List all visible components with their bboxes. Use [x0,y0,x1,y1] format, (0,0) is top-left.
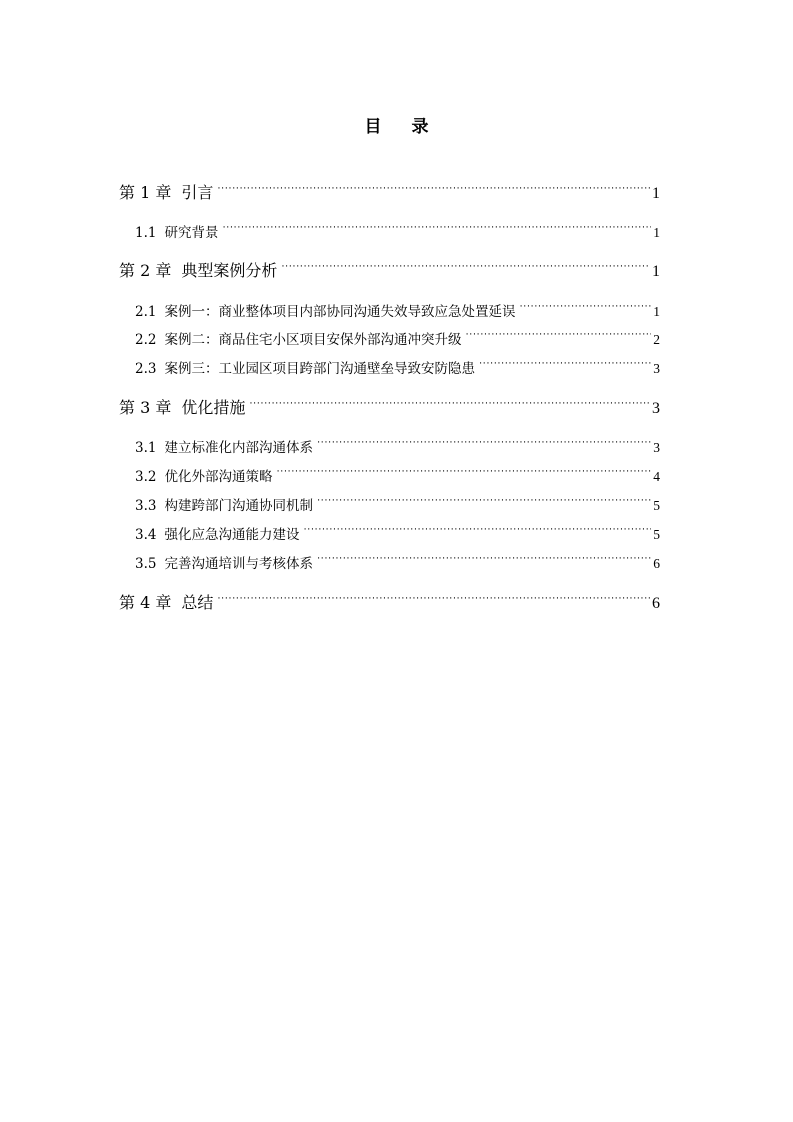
dot-leader [249,397,650,413]
dot-leader [317,555,651,569]
toc-entry-chapter-3[interactable] [119,395,660,418]
dot-leader [317,439,651,453]
entry-number: 3.2 [135,469,157,485]
page-number: 6 [653,556,660,571]
entry-number: 第 4 章 [119,593,172,612]
toc-entry-chapter-2[interactable] [119,258,660,281]
entry-number: 2.3 [135,361,157,377]
page-number: 1 [653,225,660,240]
entry-label: 优化措施 [181,398,246,417]
toc-entry-section-3-1[interactable] [135,436,660,456]
toc-title: 目 录 [364,117,441,137]
dot-leader [222,224,651,238]
dot-leader [281,260,650,276]
entry-number: 3.1 [135,440,157,456]
page-number: 4 [653,469,660,484]
dot-leader [276,468,651,482]
dot-leader [465,331,651,345]
page-number: 1 [652,185,660,202]
dot-leader [479,360,651,374]
dot-leader [303,526,651,540]
entry-number: 第 1 章 [119,183,172,202]
toc-entry-section-2-1[interactable] [135,300,660,320]
entry-label: 案例一：商业整体项目内部协同沟通失效导致应急处置延误 [164,304,516,320]
page-number: 2 [653,332,660,347]
dot-leader [217,182,650,198]
entry-number: 3.4 [135,527,157,543]
entry-label: 案例三：工业园区项目跨部门沟通壁垒导致安防隐患 [164,361,475,377]
page-number: 5 [653,527,660,542]
page-number: 1 [653,304,660,319]
entry-label: 强化应急沟通能力建设 [164,527,300,543]
page-number: 3 [653,361,660,376]
entry-number: 2.1 [135,304,157,320]
entry-label: 典型案例分析 [181,261,278,280]
page-number: 6 [652,595,660,612]
dot-leader [519,303,651,317]
toc-entry-section-3-5[interactable] [135,552,660,572]
entry-number: 3.3 [135,498,157,514]
page-number: 3 [653,440,660,455]
dot-leader [217,592,650,608]
page-number: 1 [652,263,660,280]
page-number: 5 [653,498,660,513]
entry-label: 研究背景 [164,225,219,241]
entry-label: 完善沟通培训与考核体系 [164,556,313,572]
toc-entry-chapter-1[interactable] [119,180,660,203]
toc-entry-section-3-2[interactable] [135,465,660,485]
entry-label: 总结 [181,593,214,612]
dot-leader [317,497,651,511]
toc-entry-section-1-1[interactable] [135,221,660,241]
entry-number: 2.2 [135,332,157,348]
entry-label: 构建跨部门沟通协同机制 [164,498,313,514]
entry-label: 优化外部沟通策略 [164,469,273,485]
toc-entry-section-2-3[interactable] [135,357,660,377]
page-number: 3 [652,400,660,417]
entry-label: 案例二：商品住宅小区项目安保外部沟通冲突升级 [164,332,462,348]
entry-number: 第 3 章 [119,398,172,417]
toc-entry-section-3-4[interactable] [135,523,660,543]
toc-entry-section-2-2[interactable] [135,328,660,348]
entry-number: 1.1 [135,225,157,241]
entry-label: 建立标准化内部沟通体系 [164,440,313,456]
toc-entry-chapter-4[interactable] [119,590,660,613]
entry-label: 引言 [181,183,214,202]
entry-number: 第 2 章 [119,261,172,280]
toc-entry-section-3-3[interactable] [135,494,660,514]
entry-number: 3.5 [135,556,157,572]
